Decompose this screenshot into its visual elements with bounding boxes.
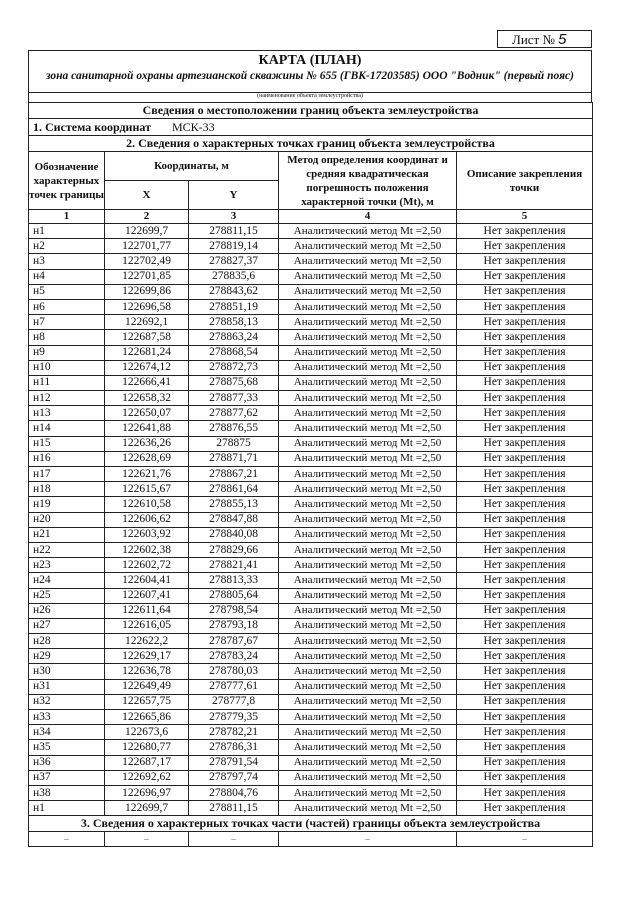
x-coord-cell: 122702,49 <box>105 254 189 269</box>
y-coord-cell: 278787,67 <box>189 634 279 649</box>
description-cell: Нет закрепления <box>457 573 593 588</box>
col-method-header: Метод определения координат и средняя квадратическая погрешность положения характерной точки (Mt), м <box>279 152 457 210</box>
table-row <box>29 542 593 557</box>
description-cell: Нет закрепления <box>457 618 593 633</box>
description-cell: Нет закрепления <box>457 694 593 709</box>
col-coords-header: Координаты, м <box>105 152 279 181</box>
description-cell: Нет закрепления <box>457 284 593 299</box>
x-coord-cell: 122649,49 <box>105 679 189 694</box>
description-cell: Нет закрепления <box>457 330 593 345</box>
description-cell: Нет закрепления <box>457 360 593 375</box>
description-cell: Нет закрепления <box>457 740 593 755</box>
section3-title: 3. Сведения о характерных точках части (частей) границы объекта землеустройства <box>29 816 593 832</box>
y-coord-cell: 278798,54 <box>189 603 279 618</box>
x-coord-cell: 122696,97 <box>105 785 189 800</box>
x-coord-cell: 122641,88 <box>105 421 189 436</box>
x-coord-cell: 122636,26 <box>105 436 189 451</box>
x-coord-cell: 122606,62 <box>105 512 189 527</box>
method-cell: Аналитический метод Mt =2,50 <box>279 679 457 694</box>
point-id-cell: н37 <box>29 770 105 785</box>
col-x-header: X <box>105 181 189 210</box>
point-id-cell: н6 <box>29 299 105 314</box>
point-id-cell: н16 <box>29 451 105 466</box>
col-num: 3 <box>189 210 279 224</box>
point-id-cell: н20 <box>29 512 105 527</box>
method-cell: Аналитический метод Mt =2,50 <box>279 239 457 254</box>
x-coord-cell: 122696,58 <box>105 299 189 314</box>
table-row <box>29 649 593 664</box>
x-coord-cell: 122650,07 <box>105 406 189 421</box>
method-cell: Аналитический метод Mt =2,50 <box>279 801 457 816</box>
description-cell: Нет закрепления <box>457 634 593 649</box>
x-coord-cell: 122629,17 <box>105 649 189 664</box>
table-row <box>29 785 593 800</box>
point-id-cell: н2 <box>29 239 105 254</box>
point-id-cell: н1 <box>29 801 105 816</box>
point-id-cell: н17 <box>29 467 105 482</box>
coord-system-label: 1. Система координат <box>33 119 151 134</box>
method-cell: Аналитический метод Mt =2,50 <box>279 391 457 406</box>
table-row <box>29 315 593 330</box>
point-id-cell: н24 <box>29 573 105 588</box>
method-cell: Аналитический метод Mt =2,50 <box>279 649 457 664</box>
y-coord-cell: 278793,18 <box>189 618 279 633</box>
point-id-cell: н7 <box>29 315 105 330</box>
y-coord-cell: 278829,66 <box>189 542 279 557</box>
method-cell: Аналитический метод Mt =2,50 <box>279 375 457 390</box>
x-coord-cell: 122657,75 <box>105 694 189 709</box>
method-cell: Аналитический метод Mt =2,50 <box>279 497 457 512</box>
y-coord-cell: 278835,6 <box>189 269 279 284</box>
point-id-cell: н9 <box>29 345 105 360</box>
table-row <box>29 679 593 694</box>
y-coord-cell: 278875,68 <box>189 375 279 390</box>
table-row <box>29 239 593 254</box>
y-coord-cell: 278813,33 <box>189 573 279 588</box>
section1-title: Сведения о местоположении границ объекта землеустройства <box>29 103 593 119</box>
point-id-cell: н19 <box>29 497 105 512</box>
coord-system-row <box>29 119 593 136</box>
x-coord-cell: 122665,86 <box>105 710 189 725</box>
description-cell: Нет закрепления <box>457 406 593 421</box>
method-cell: Аналитический метод Mt =2,50 <box>279 603 457 618</box>
table-row <box>29 770 593 785</box>
description-cell: Нет закрепления <box>457 224 593 239</box>
y-coord-cell: 278782,21 <box>189 725 279 740</box>
x-coord-cell: 122636,78 <box>105 664 189 679</box>
y-coord-cell: 278858,13 <box>189 315 279 330</box>
x-coord-cell: 122602,38 <box>105 542 189 557</box>
x-coord-cell: 122699,7 <box>105 224 189 239</box>
x-coord-cell: 122610,58 <box>105 497 189 512</box>
method-cell: Аналитический метод Mt =2,50 <box>279 299 457 314</box>
x-coord-cell: 122673,6 <box>105 725 189 740</box>
table-row <box>29 527 593 542</box>
point-id-cell: н32 <box>29 694 105 709</box>
description-cell: Нет закрепления <box>457 801 593 816</box>
description-cell: Нет закрепления <box>457 512 593 527</box>
table-row <box>29 254 593 269</box>
table-row <box>29 725 593 740</box>
point-id-cell: н14 <box>29 421 105 436</box>
x-coord-cell: 122692,1 <box>105 315 189 330</box>
table-row <box>29 588 593 603</box>
col-description-header: Описание закрепления точки <box>457 152 593 210</box>
table-row <box>29 345 593 360</box>
method-cell: Аналитический метод Mt =2,50 <box>279 573 457 588</box>
x-coord-cell: 122628,69 <box>105 451 189 466</box>
method-cell: Аналитический метод Mt =2,50 <box>279 482 457 497</box>
document-title: КАРТА (ПЛАН) <box>258 53 362 68</box>
y-coord-cell: 278847,88 <box>189 512 279 527</box>
y-coord-cell: 278875 <box>189 436 279 451</box>
x-coord-cell: 122615,67 <box>105 482 189 497</box>
x-coord-cell: 122616,05 <box>105 618 189 633</box>
table-row <box>29 558 593 573</box>
method-cell: Аналитический метод Mt =2,50 <box>279 406 457 421</box>
empty-cell: – <box>189 832 279 847</box>
x-coord-cell: 122621,76 <box>105 467 189 482</box>
empty-cell: – <box>457 832 593 847</box>
col-y-header: Y <box>189 181 279 210</box>
sheet-label: Лист № <box>512 32 555 47</box>
x-coord-cell: 122692,62 <box>105 770 189 785</box>
x-coord-cell: 122680,77 <box>105 740 189 755</box>
table-row <box>29 755 593 770</box>
point-id-cell: н1 <box>29 224 105 239</box>
empty-cell: – <box>279 832 457 847</box>
method-cell: Аналитический метод Mt =2,50 <box>279 451 457 466</box>
y-coord-cell: 278819,14 <box>189 239 279 254</box>
point-id-cell: н35 <box>29 740 105 755</box>
x-coord-cell: 122622,2 <box>105 634 189 649</box>
method-cell: Аналитический метод Mt =2,50 <box>279 360 457 375</box>
method-cell: Аналитический метод Mt =2,50 <box>279 284 457 299</box>
description-cell: Нет закрепления <box>457 345 593 360</box>
point-id-cell: н13 <box>29 406 105 421</box>
empty-cell: – <box>29 832 105 847</box>
point-id-cell: н21 <box>29 527 105 542</box>
x-coord-cell: 122687,58 <box>105 330 189 345</box>
section3-row <box>29 816 593 832</box>
col-designation-header: Обозначение характерных точек границы <box>29 152 105 210</box>
method-cell: Аналитический метод Mt =2,50 <box>279 345 457 360</box>
description-cell: Нет закрепления <box>457 755 593 770</box>
point-id-cell: н4 <box>29 269 105 284</box>
description-cell: Нет закрепления <box>457 299 593 314</box>
section1-row <box>29 103 593 119</box>
y-coord-cell: 278783,24 <box>189 649 279 664</box>
method-cell: Аналитический метод Mt =2,50 <box>279 315 457 330</box>
description-cell: Нет закрепления <box>457 436 593 451</box>
coordinates-table <box>28 102 593 847</box>
table-row <box>29 603 593 618</box>
empty-cell: – <box>105 832 189 847</box>
y-coord-cell: 278777,8 <box>189 694 279 709</box>
point-id-cell: н10 <box>29 360 105 375</box>
method-cell: Аналитический метод Mt =2,50 <box>279 694 457 709</box>
y-coord-cell: 278805,64 <box>189 588 279 603</box>
method-cell: Аналитический метод Mt =2,50 <box>279 421 457 436</box>
method-cell: Аналитический метод Mt =2,50 <box>279 224 457 239</box>
point-id-cell: н27 <box>29 618 105 633</box>
description-cell: Нет закрепления <box>457 558 593 573</box>
x-coord-cell: 122699,7 <box>105 801 189 816</box>
method-cell: Аналитический метод Mt =2,50 <box>279 664 457 679</box>
x-coord-cell: 122701,85 <box>105 269 189 284</box>
description-cell: Нет закрепления <box>457 391 593 406</box>
table-row <box>29 269 593 284</box>
description-cell: Нет закрепления <box>457 542 593 557</box>
point-id-cell: н15 <box>29 436 105 451</box>
point-id-cell: н30 <box>29 664 105 679</box>
x-coord-cell: 122674,12 <box>105 360 189 375</box>
point-id-cell: н12 <box>29 391 105 406</box>
table-row <box>29 467 593 482</box>
y-coord-cell: 278843,62 <box>189 284 279 299</box>
x-coord-cell: 122611,64 <box>105 603 189 618</box>
object-name: зона санитарной охраны артезианской скважины № 655 (ГВК-17203585) ООО "Водник" (первый пояс) <box>46 70 574 82</box>
point-id-cell: н25 <box>29 588 105 603</box>
x-coord-cell: 122603,92 <box>105 527 189 542</box>
description-cell: Нет закрепления <box>457 269 593 284</box>
method-cell: Аналитический метод Mt =2,50 <box>279 330 457 345</box>
method-cell: Аналитический метод Mt =2,50 <box>279 740 457 755</box>
point-id-cell: н26 <box>29 603 105 618</box>
table-row <box>29 618 593 633</box>
table-row <box>29 299 593 314</box>
y-coord-cell: 278871,71 <box>189 451 279 466</box>
coord-system-value: МСК-33 <box>171 119 215 134</box>
description-cell: Нет закрепления <box>457 421 593 436</box>
description-cell: Нет закрепления <box>457 467 593 482</box>
table-row <box>29 497 593 512</box>
document-frame <box>28 50 592 850</box>
method-cell: Аналитический метод Mt =2,50 <box>279 770 457 785</box>
x-coord-cell: 122699,86 <box>105 284 189 299</box>
section2-row <box>29 136 593 152</box>
description-cell: Нет закрепления <box>457 588 593 603</box>
table-row <box>29 451 593 466</box>
description-cell: Нет закрепления <box>457 254 593 269</box>
y-coord-cell: 278876,55 <box>189 421 279 436</box>
table-row <box>29 391 593 406</box>
table-row <box>29 330 593 345</box>
x-coord-cell: 122701,77 <box>105 239 189 254</box>
x-coord-cell: 122658,32 <box>105 391 189 406</box>
table-row <box>29 375 593 390</box>
y-coord-cell: 278804,76 <box>189 785 279 800</box>
point-id-cell: н38 <box>29 785 105 800</box>
description-cell: Нет закрепления <box>457 315 593 330</box>
method-cell: Аналитический метод Mt =2,50 <box>279 254 457 269</box>
y-coord-cell: 278877,33 <box>189 391 279 406</box>
table-row <box>29 573 593 588</box>
point-id-cell: н36 <box>29 755 105 770</box>
title-block <box>28 50 592 102</box>
point-id-cell: н11 <box>29 375 105 390</box>
y-coord-cell: 278872,73 <box>189 360 279 375</box>
description-cell: Нет закрепления <box>457 239 593 254</box>
description-cell: Нет закрепления <box>457 679 593 694</box>
point-id-cell: н22 <box>29 542 105 557</box>
description-cell: Нет закрепления <box>457 785 593 800</box>
table-row <box>29 421 593 436</box>
table-row <box>29 664 593 679</box>
x-coord-cell: 122666,41 <box>105 375 189 390</box>
description-cell: Нет закрепления <box>457 451 593 466</box>
table-row <box>29 740 593 755</box>
method-cell: Аналитический метод Mt =2,50 <box>279 634 457 649</box>
point-id-cell: н28 <box>29 634 105 649</box>
description-cell: Нет закрепления <box>457 725 593 740</box>
method-cell: Аналитический метод Mt =2,50 <box>279 527 457 542</box>
y-coord-cell: 278797,74 <box>189 770 279 785</box>
method-cell: Аналитический метод Mt =2,50 <box>279 542 457 557</box>
y-coord-cell: 278851,19 <box>189 299 279 314</box>
method-cell: Аналитический метод Mt =2,50 <box>279 588 457 603</box>
table-row <box>29 512 593 527</box>
description-cell: Нет закрепления <box>457 664 593 679</box>
table-row <box>29 436 593 451</box>
y-coord-cell: 278821,41 <box>189 558 279 573</box>
method-cell: Аналитический метод Mt =2,50 <box>279 755 457 770</box>
x-coord-cell: 122687,17 <box>105 755 189 770</box>
table-row <box>29 224 593 239</box>
description-cell: Нет закрепления <box>457 375 593 390</box>
y-coord-cell: 278811,15 <box>189 224 279 239</box>
point-id-cell: н5 <box>29 284 105 299</box>
y-coord-cell: 278840,08 <box>189 527 279 542</box>
method-cell: Аналитический метод Mt =2,50 <box>279 467 457 482</box>
header-row-1 <box>29 152 593 181</box>
table-row <box>29 482 593 497</box>
x-coord-cell: 122607,41 <box>105 588 189 603</box>
y-coord-cell: 278779,35 <box>189 710 279 725</box>
sheet-number-box <box>497 30 592 48</box>
point-id-cell: н8 <box>29 330 105 345</box>
point-id-cell: н18 <box>29 482 105 497</box>
point-id-cell: н3 <box>29 254 105 269</box>
sheet-number: 5 <box>558 31 567 48</box>
table-row <box>29 710 593 725</box>
x-coord-cell: 122604,41 <box>105 573 189 588</box>
point-id-cell: н29 <box>29 649 105 664</box>
y-coord-cell: 278777,61 <box>189 679 279 694</box>
table-row <box>29 406 593 421</box>
col-num: 2 <box>105 210 189 224</box>
description-cell: Нет закрепления <box>457 527 593 542</box>
method-cell: Аналитический метод Mt =2,50 <box>279 618 457 633</box>
object-name-caption: (наименование объекта землеустройства) <box>257 93 363 99</box>
y-coord-cell: 278868,54 <box>189 345 279 360</box>
point-id-cell: н23 <box>29 558 105 573</box>
y-coord-cell: 278863,24 <box>189 330 279 345</box>
description-cell: Нет закрепления <box>457 649 593 664</box>
y-coord-cell: 278867,21 <box>189 467 279 482</box>
point-id-cell: н33 <box>29 710 105 725</box>
description-cell: Нет закрепления <box>457 603 593 618</box>
description-cell: Нет закрепления <box>457 770 593 785</box>
y-coord-cell: 278811,15 <box>189 801 279 816</box>
y-coord-cell: 278791,54 <box>189 755 279 770</box>
x-coord-cell: 122681,24 <box>105 345 189 360</box>
method-cell: Аналитический метод Mt =2,50 <box>279 710 457 725</box>
method-cell: Аналитический метод Mt =2,50 <box>279 512 457 527</box>
y-coord-cell: 278861,64 <box>189 482 279 497</box>
col-num: 1 <box>29 210 105 224</box>
description-cell: Нет закрепления <box>457 482 593 497</box>
col-num: 5 <box>457 210 593 224</box>
point-id-cell: н34 <box>29 725 105 740</box>
empty-row <box>29 832 593 847</box>
table-row <box>29 284 593 299</box>
table-row <box>29 694 593 709</box>
table-row <box>29 634 593 649</box>
y-coord-cell: 278877,62 <box>189 406 279 421</box>
point-id-cell: н31 <box>29 679 105 694</box>
y-coord-cell: 278827,37 <box>189 254 279 269</box>
section2-title: 2. Сведения о характерных точках границ объекта землеустройства <box>29 136 593 152</box>
description-cell: Нет закрепления <box>457 710 593 725</box>
y-coord-cell: 278786,31 <box>189 740 279 755</box>
method-cell: Аналитический метод Mt =2,50 <box>279 558 457 573</box>
method-cell: Аналитический метод Mt =2,50 <box>279 725 457 740</box>
description-cell: Нет закрепления <box>457 497 593 512</box>
col-num: 4 <box>279 210 457 224</box>
y-coord-cell: 278855,13 <box>189 497 279 512</box>
table-row <box>29 360 593 375</box>
method-cell: Аналитический метод Mt =2,50 <box>279 785 457 800</box>
method-cell: Аналитический метод Mt =2,50 <box>279 436 457 451</box>
y-coord-cell: 278780,03 <box>189 664 279 679</box>
x-coord-cell: 122602,72 <box>105 558 189 573</box>
table-row <box>29 801 593 816</box>
column-number-row <box>29 210 593 224</box>
method-cell: Аналитический метод Mt =2,50 <box>279 269 457 284</box>
